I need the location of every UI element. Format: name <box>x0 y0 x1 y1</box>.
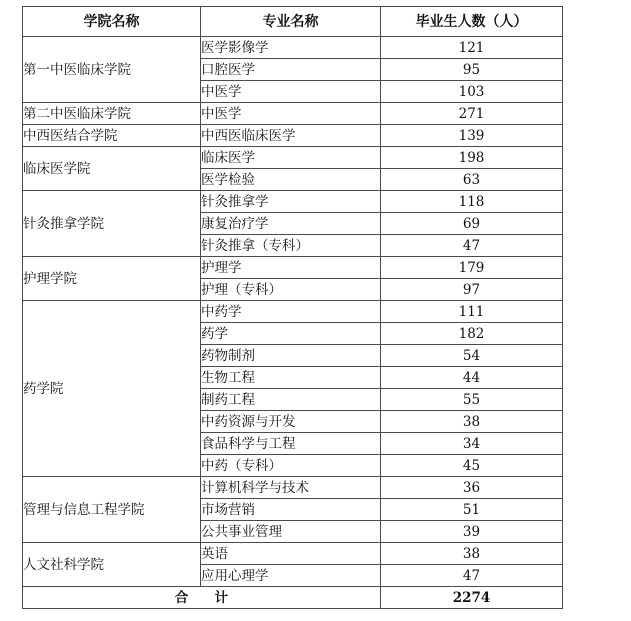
major-name-cell: 市场营销 <box>201 499 381 521</box>
major-name-cell: 生物工程 <box>201 367 381 389</box>
college-name-cell: 药学院 <box>23 301 201 477</box>
table-row <box>23 125 563 147</box>
graduate-count-cell: 179 <box>381 257 563 279</box>
major-name-cell: 应用心理学 <box>201 565 381 587</box>
total-label <box>23 587 381 609</box>
header-graduates: 毕业生人数（人） <box>381 7 563 37</box>
major-name-cell: 中药资源与开发 <box>201 411 381 433</box>
graduate-count-cell: 95 <box>381 59 563 81</box>
table-row <box>23 543 563 565</box>
header-major: 专业名称 <box>201 7 381 37</box>
major-name-cell: 中药学 <box>201 301 381 323</box>
graduates-table <box>22 6 563 609</box>
total-label-part1: 合 <box>174 589 189 606</box>
major-name-cell: 药物制剂 <box>201 345 381 367</box>
major-name-cell: 中医学 <box>201 81 381 103</box>
graduate-count-cell: 271 <box>381 103 563 125</box>
table-row <box>23 477 563 499</box>
graduate-count-cell: 47 <box>381 565 563 587</box>
graduate-count-cell: 47 <box>381 235 563 257</box>
college-name-cell: 针灸推拿学院 <box>23 191 201 257</box>
college-name-cell: 中西医结合学院 <box>23 125 201 147</box>
graduate-count-cell: 45 <box>381 455 563 477</box>
graduate-count-cell: 39 <box>381 521 563 543</box>
major-name-cell: 口腔医学 <box>201 59 381 81</box>
table-row <box>23 191 563 213</box>
major-name-cell: 中医学 <box>201 103 381 125</box>
major-name-cell: 针灸推拿（专科） <box>201 235 381 257</box>
major-name-cell: 制药工程 <box>201 389 381 411</box>
graduate-count-cell: 38 <box>381 411 563 433</box>
major-name-cell: 医学影像学 <box>201 37 381 59</box>
header-row <box>23 7 563 37</box>
college-name-cell: 第二中医临床学院 <box>23 103 201 125</box>
total-value: 2274 <box>381 587 563 609</box>
graduate-count-cell: 69 <box>381 213 563 235</box>
graduate-count-cell: 139 <box>381 125 563 147</box>
major-name-cell: 临床医学 <box>201 147 381 169</box>
graduate-count-cell: 55 <box>381 389 563 411</box>
major-name-cell: 医学检验 <box>201 169 381 191</box>
graduate-count-cell: 118 <box>381 191 563 213</box>
graduate-count-cell: 34 <box>381 433 563 455</box>
graduate-count-cell: 54 <box>381 345 563 367</box>
college-name-cell: 临床医学院 <box>23 147 201 191</box>
graduate-count-cell: 111 <box>381 301 563 323</box>
major-name-cell: 公共事业管理 <box>201 521 381 543</box>
graduate-count-cell: 51 <box>381 499 563 521</box>
graduate-count-cell: 97 <box>381 279 563 301</box>
major-name-cell: 中药（专科） <box>201 455 381 477</box>
graduate-count-cell: 198 <box>381 147 563 169</box>
graduate-count-cell: 44 <box>381 367 563 389</box>
college-name-cell: 护理学院 <box>23 257 201 301</box>
college-name-cell: 管理与信息工程学院 <box>23 477 201 543</box>
graduate-count-cell: 36 <box>381 477 563 499</box>
table-row <box>23 37 563 59</box>
table-row <box>23 257 563 279</box>
major-name-cell: 计算机科学与技术 <box>201 477 381 499</box>
table-row <box>23 103 563 125</box>
major-name-cell: 护理学 <box>201 257 381 279</box>
major-name-cell: 药学 <box>201 323 381 345</box>
graduate-count-cell: 121 <box>381 37 563 59</box>
total-label-part2: 计 <box>214 589 229 606</box>
graduate-count-cell: 38 <box>381 543 563 565</box>
graduate-count-cell: 63 <box>381 169 563 191</box>
major-name-cell: 中西医临床医学 <box>201 125 381 147</box>
table-row <box>23 301 563 323</box>
major-name-cell: 康复治疗学 <box>201 213 381 235</box>
header-college: 学院名称 <box>23 7 201 37</box>
graduate-count-cell: 182 <box>381 323 563 345</box>
table-body <box>23 37 563 587</box>
table-row <box>23 147 563 169</box>
major-name-cell: 食品科学与工程 <box>201 433 381 455</box>
major-name-cell: 针灸推拿学 <box>201 191 381 213</box>
total-row <box>23 587 563 609</box>
graduate-count-cell: 103 <box>381 81 563 103</box>
college-name-cell: 人文社科学院 <box>23 543 201 587</box>
college-name-cell: 第一中医临床学院 <box>23 37 201 103</box>
major-name-cell: 护理（专科） <box>201 279 381 301</box>
major-name-cell: 英语 <box>201 543 381 565</box>
